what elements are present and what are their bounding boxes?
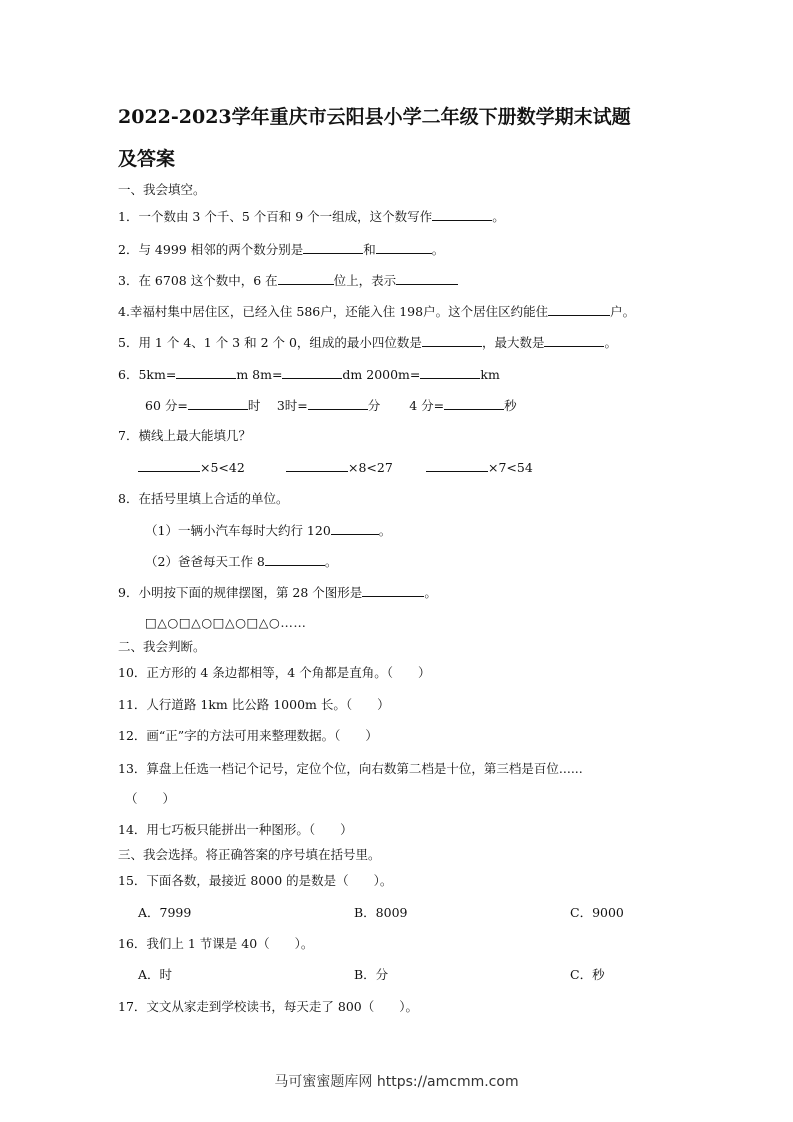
question-3: 3．在 6708 这个数中，6 在 位上，表示 [118,271,458,290]
question-15: 15．下面各数，最接近 8000 的是数是（ ）。 [118,873,393,888]
question-15-option-b: B．8009 [354,905,408,920]
question-15-option-c: C．9000 [570,905,624,920]
question-6-row-2: 60 分= 时 3时= 分 4 分= 秒 [145,398,517,413]
question-11: 11．人行道路 1km 比公路 1000m 长。（ ） [118,697,390,712]
question-6-row-1: 6．5km= m 8m= dm 2000m= km [118,367,500,382]
question-16-option-b: B．分 [354,967,389,982]
question-13: 13．算盘上任选一档记个记号，定位个位，向右数第二档是十位，第三档是百位...... [118,761,583,776]
question-7-item-b: ×8<27 [286,458,393,477]
question-10: 10．正方形的 4 条边都相等，4 个角都是直角。（ ） [118,665,431,680]
question-14: 14．用七巧板只能拼出一种图形。（ ） [118,822,353,837]
question-9-pattern: □△○□△○□△○□△○…… [145,615,307,630]
question-8-item-1: （1）一辆小汽车每时大约行 120 。 [145,523,392,538]
question-16-option-c: C．秒 [570,967,605,982]
footer-watermark: 马可蜜蜜题库网 https://amcmm.com [274,1074,519,1090]
question-2: 2．与 4999 相邻的两个数分别是 和 。 [118,242,445,257]
section-heading-choice: 三、我会选择。将正确答案的序号填在括号里。 [118,847,381,862]
page-title: 2022-2023学年重庆市云阳县小学二年级下册数学期末试题 [118,106,631,128]
question-7: 7．横线上最大能填几？ [118,428,251,443]
question-16: 16．我们上 1 节课是 40（ ）。 [118,936,314,951]
question-8-item-2: （2）爸爸每天工作 8 。 [145,554,338,569]
question-12: 12．画“正”字的方法可用来整理数据。（ ） [118,728,378,743]
question-13-bracket: （ ） [125,791,176,806]
question-16-option-a: A．时 [138,967,173,982]
question-9: 9．小明按下面的规律摆图，第 28 个图形是 。 [118,585,437,600]
question-7-item-a: ×5<42 [138,458,245,477]
question-17: 17．文文从家走到学校读书，每天走了 800（ ）。 [118,999,418,1014]
page-title-line2: 及答案 [118,148,176,170]
question-7-item-c: ×7<54 [426,458,533,477]
section-heading-judge: 二、我会判断。 [118,639,206,654]
question-15-option-a: A．7999 [138,905,192,920]
question-1: 1．一个数由 3 个千、5 个百和 9 个一组成，这个数写作 。 [118,209,505,224]
question-8: 8．在括号里填上合适的单位。 [118,491,289,506]
question-4: 4.幸福村集中居住区，已经入住 586户，还能入住 198户。这个居住区约能住 户。 [118,304,636,319]
section-heading-fill: 一、我会填空。 [118,182,206,197]
question-5: 5．用 1 个 4、1 个 3 和 2 个 0，组成的最小四位数是 ，最大数是 。 [118,335,617,350]
